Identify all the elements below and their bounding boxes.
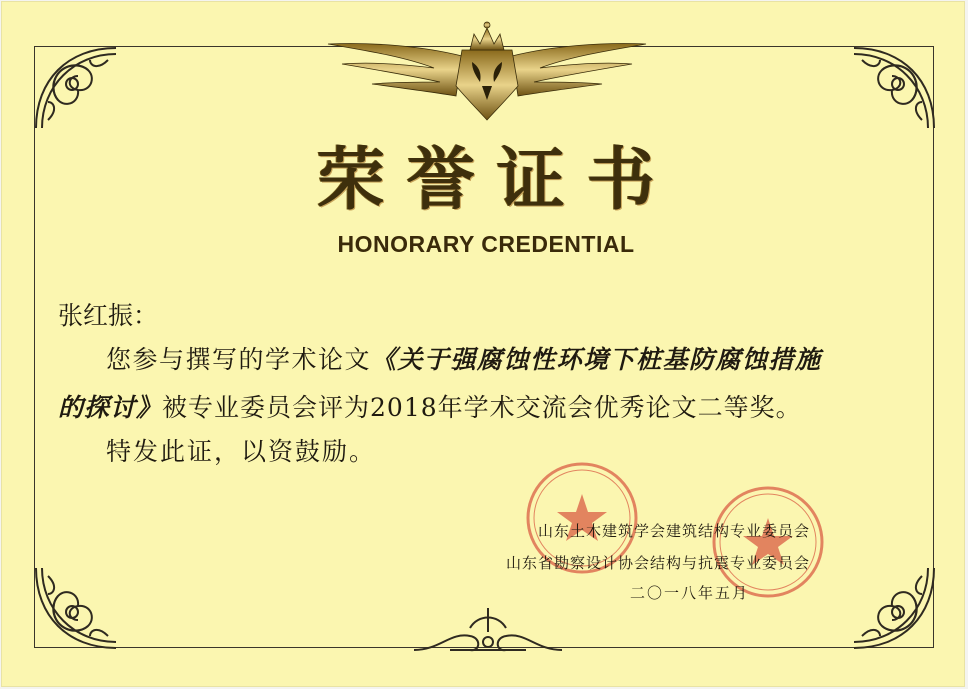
corner-ornament-icon xyxy=(846,40,942,136)
award-closing-line: 特发此证，以资鼓励。 xyxy=(106,437,377,466)
award-text-line-1 xyxy=(106,340,822,376)
paper-title-part-1: 《关于强腐蚀性环境下桩基防腐蚀措施 xyxy=(371,345,822,374)
corner-ornament-icon xyxy=(28,560,124,656)
certificate-title: 荣誉证书 xyxy=(316,140,677,220)
paper-title-part-2: 的探讨》 xyxy=(58,393,163,422)
corner-ornament-icon xyxy=(28,40,124,136)
certificate-subtitle: HONORARY CREDENTIAL xyxy=(337,231,635,257)
award-text-prefix: 您参与撰写的学术论文 xyxy=(106,345,372,374)
award-text-line-2 xyxy=(58,388,802,424)
issue-date: 二〇一八年五月 xyxy=(630,584,750,602)
certificate-paper xyxy=(2,2,964,686)
corner-ornament-icon xyxy=(846,560,942,656)
recipient-name: 张红振： xyxy=(58,301,159,330)
issuer-2: 山东省勘察设计协会结构与抗震专业委员会 xyxy=(506,554,811,572)
winged-crown-emblem-icon xyxy=(322,16,652,126)
bottom-scroll-ornament-icon xyxy=(410,602,566,662)
issuer-1: 山东土木建筑学会建筑结构专业委员会 xyxy=(538,522,811,540)
award-text-suffix: 被专业委员会评为2018年学术交流会优秀论文二等奖。 xyxy=(162,393,802,422)
